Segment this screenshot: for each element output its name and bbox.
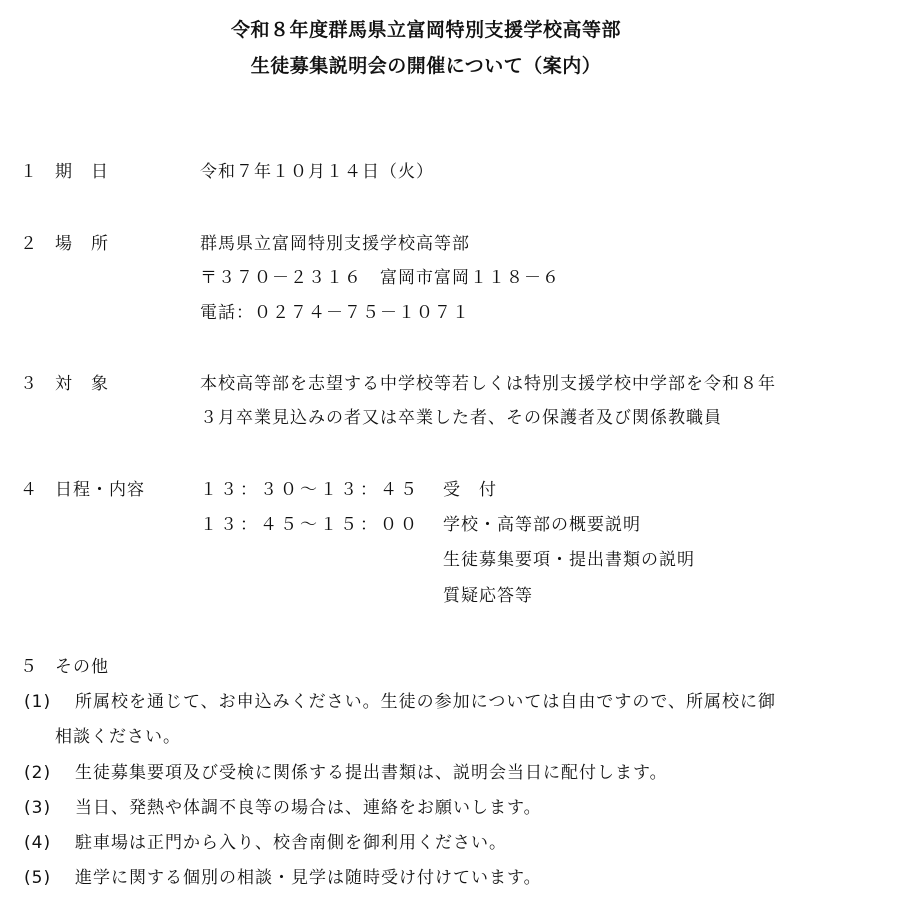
note-1-line-2: 相談ください。 [55, 727, 181, 747]
section-label-other: その他 [55, 657, 109, 677]
document-title-line-1: 令和８年度群馬県立富岡特別支援学校高等部 [230, 19, 621, 41]
section-number-place: ２ [20, 234, 38, 254]
note-4: 駐車場は正門から入り、校舎南側を御利用ください。 [75, 833, 507, 853]
note-3: 当日、発熱や体調不良等の場合は、連絡をお願いします。 [75, 798, 542, 818]
note-number: (4) [24, 833, 52, 853]
document-title-line-2: 生徒募集説明会の開催について（案内） [250, 55, 602, 77]
note-2: 生徒募集要項及び受検に関係する提出書類は、説明会当日に配付します。 [75, 763, 668, 783]
venue-name: 群馬県立富岡特別支援学校高等部 [200, 234, 470, 254]
note-number: (2) [24, 763, 52, 783]
section-label-date: 期 日 [55, 162, 109, 182]
section-label-schedule: 日程・内容 [55, 480, 145, 500]
schedule-item-guidelines: 生徒募集要項・提出書類の説明 [443, 550, 695, 570]
target-line-1: 本校高等部を志望する中学校等若しくは特別支援学校中学部を令和８年 [200, 374, 776, 394]
event-date: 令和７年１０月１４日（火） [200, 162, 434, 182]
note-number: (1) [24, 692, 52, 712]
venue-address: 〒３７０－２３１６ 富岡市富岡１１８－６ [200, 268, 560, 288]
section-number-date: １ [20, 162, 38, 182]
section-label-place: 場 所 [55, 234, 109, 254]
schedule-item-qa: 質疑応答等 [443, 586, 533, 606]
schedule-item-overview: 学校・高等部の概要説明 [443, 515, 641, 535]
note-number: (5) [24, 868, 52, 888]
venue-phone: 電話：０２７４－７５－１０７１ [200, 303, 470, 323]
note-number: (3) [24, 798, 52, 818]
note-1-line-1: 所属校を通じて、お申込みください。生徒の参加については自由ですので、所属校に御 [75, 692, 776, 712]
section-number-schedule: ４ [20, 480, 38, 500]
schedule-time-1: １３：３０～１３：４５ [200, 480, 420, 500]
section-label-target: 対 象 [55, 374, 109, 394]
schedule-time-2: １３：４５～１５：００ [200, 515, 420, 535]
note-5: 進学に関する個別の相談・見学は随時受け付けています。 [75, 868, 542, 888]
schedule-item-reception: 受 付 [443, 480, 497, 500]
section-number-other: ５ [20, 657, 38, 677]
section-number-target: ３ [20, 374, 38, 394]
target-line-2: ３月卒業見込みの者又は卒業した者、その保護者及び関係教職員 [200, 408, 722, 428]
